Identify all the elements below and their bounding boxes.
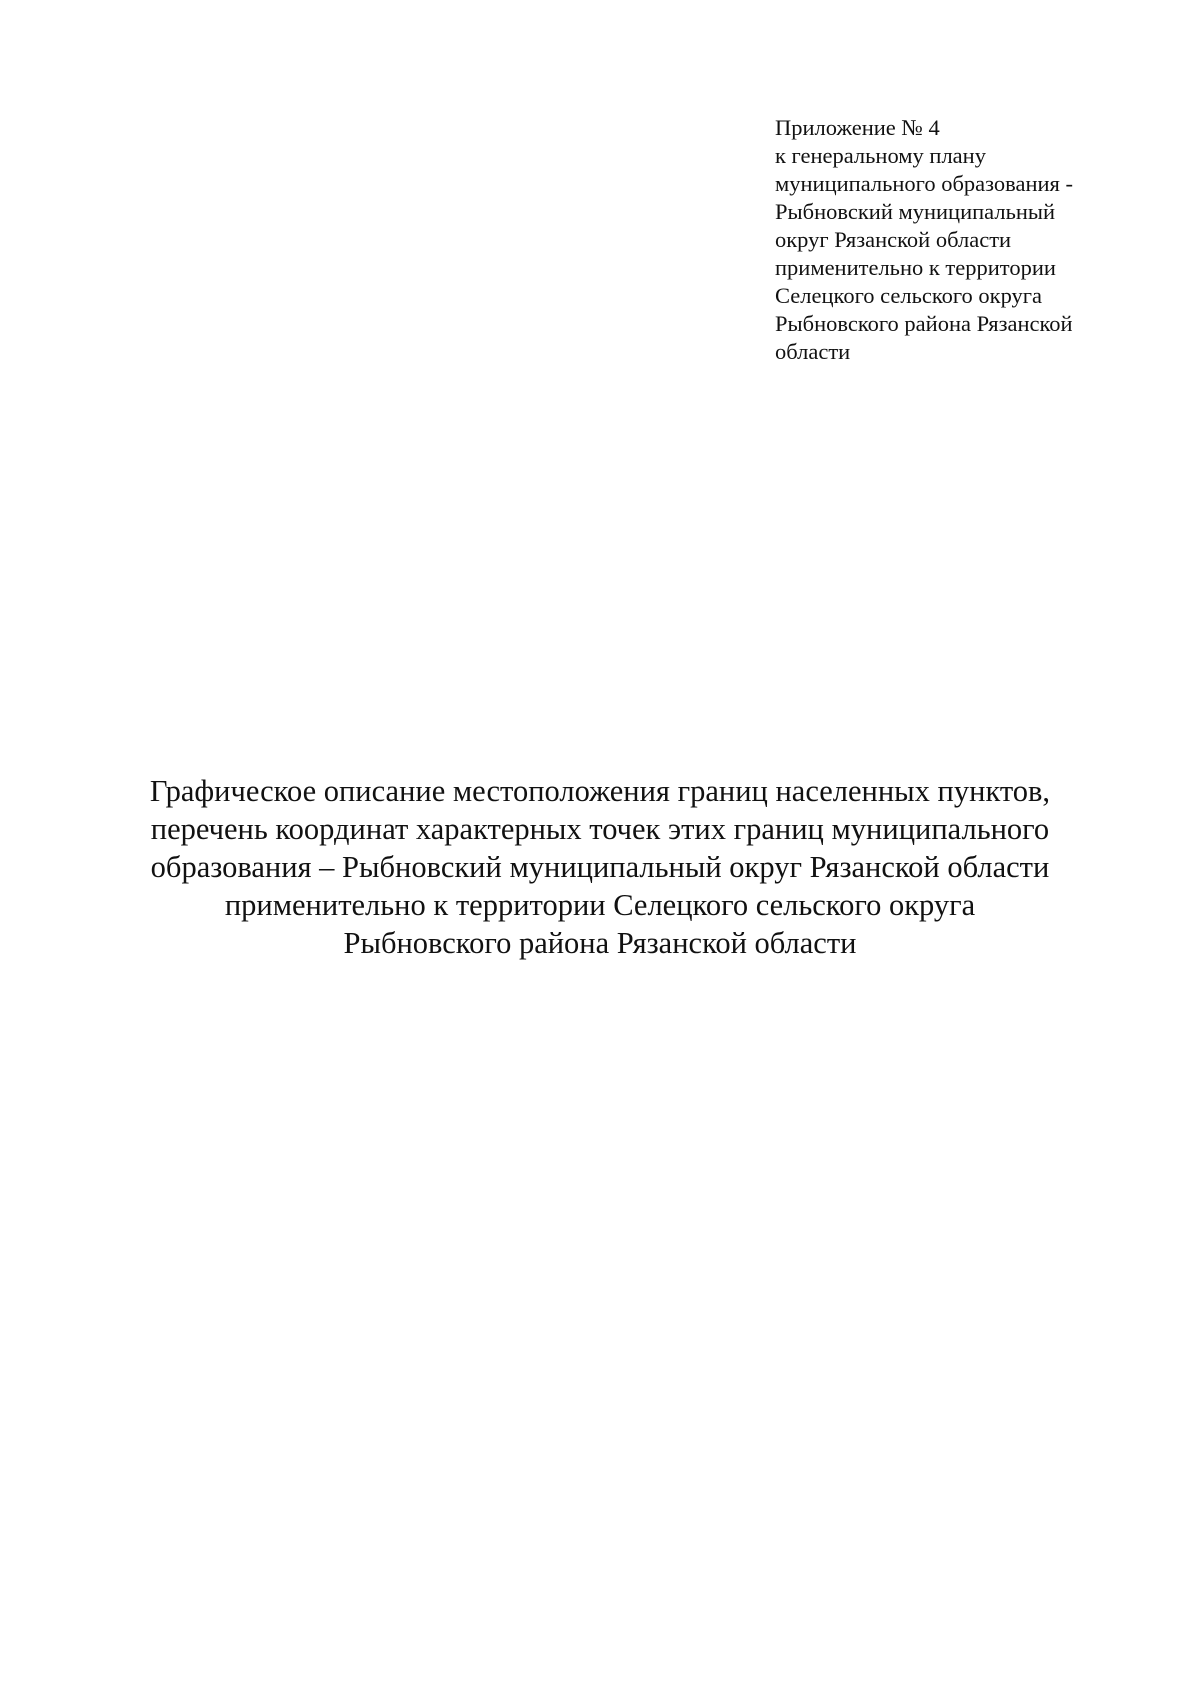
appendix-line: к генеральному плану [775,143,986,168]
appendix-line: области [775,339,851,364]
title-line: Графическое описание местоположения границ населенных пунктов, [149,774,1051,808]
appendix-line: округ Рязанской области [775,227,1012,252]
document-title [100,772,1100,962]
title-line: применительно к территории Селецкого сельского округа [224,888,976,922]
appendix-line: Рыбновского района Рязанской [775,311,1073,336]
appendix-line: Рыбновский муниципальный [775,199,1056,224]
appendix-note [775,114,1175,366]
title-line: образования – Рыбновский муниципальный округ Рязанской области [150,850,1050,884]
appendix-line: муниципального образования - [775,171,1074,196]
title-line: перечень координат характерных точек этих границ муниципального [150,812,1050,846]
appendix-line: Приложение № 4 [775,115,940,140]
appendix-line: применительно к территории [775,255,1056,280]
title-line: Рыбновского района Рязанской области [343,926,857,960]
appendix-line: Селецкого сельского округа [775,283,1043,308]
